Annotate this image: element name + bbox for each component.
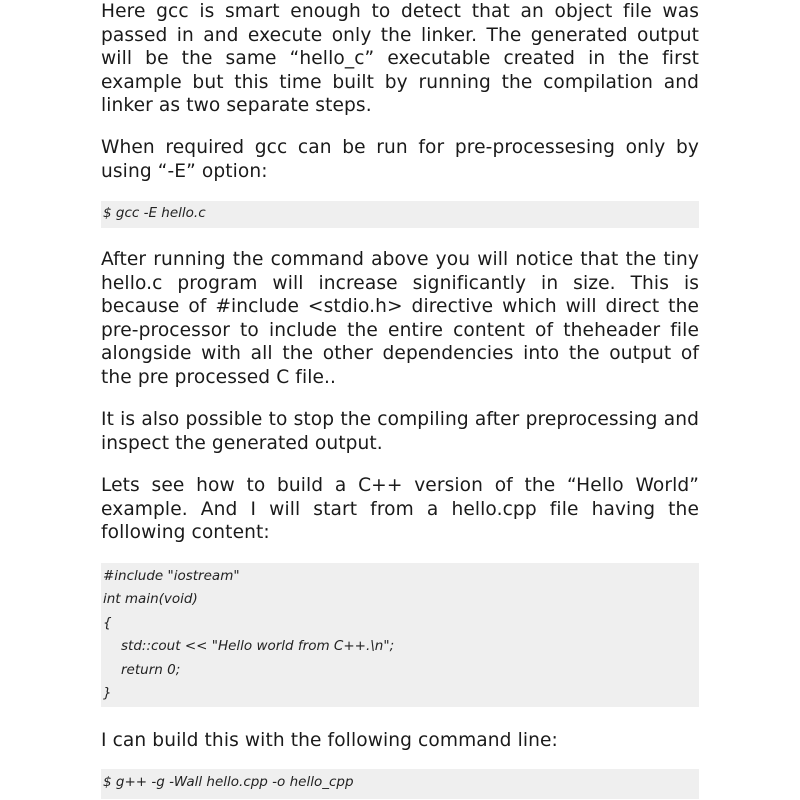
code-block-cpp-source [101, 563, 699, 707]
paragraph-preprocess-intro: When required gcc can be run for pre-processesing only by using “-E” option: [101, 137, 699, 182]
code-block-build-command [101, 769, 699, 799]
code-line: $ gcc -E hello.c [103, 205, 206, 221]
code-line: return 0; [121, 661, 181, 678]
code-block-preprocess-command [101, 201, 699, 228]
paragraph-preprocess-result: After running the command above you will notice that the tiny hello.c program will increase significantly in size. This is because of #include <stdio.h> directive which will direct the pre-processor to include the entire content of theheader file alongside with all the other dependencies into the output of the pre processed C file.. [101, 249, 699, 388]
paragraph-stop-after-preprocessing: It is also possible to stop the compiling after preprocessing and inspect the generated output. [101, 409, 699, 454]
paragraph-build-intro: I can build this with the following command line: [101, 730, 558, 751]
code-line: } [103, 685, 112, 702]
code-line: #include "iostream" [103, 568, 240, 584]
code-line: std::cout << "Hello world from C++.\n"; [121, 638, 395, 655]
paragraph-cpp-intro: Lets see how to build a C++ version of the “Hello World” example. And I will start from a hello.cpp file having the following content: [101, 475, 699, 544]
code-line: int main(void) [103, 591, 198, 608]
code-line: { [103, 614, 112, 631]
paragraph-linker-explanation: Here gcc is smart enough to detect that an object file was passed in and execute only the linker. The generated output will be the same “hello_c” executable created in the first example but this time built by running the compilation and linker as two separate steps. [101, 1, 699, 117]
code-line: $ g++ -g -Wall hello.cpp -o hello_cpp [103, 774, 354, 790]
